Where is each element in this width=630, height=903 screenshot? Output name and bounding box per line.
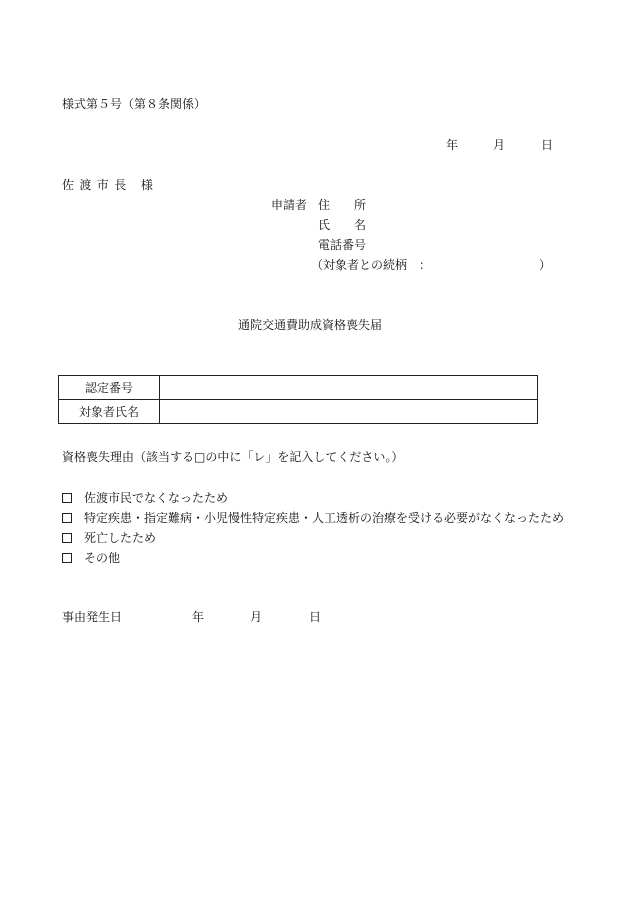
- reason-option: [62, 528, 564, 548]
- reason-option-label: 特定疾患・指定難病・小児慢性特定疾患・人工透析の治療を受ける必要がなくなったため: [84, 511, 565, 525]
- form-number: 様式第５号（第８条関係）: [62, 97, 207, 111]
- subject-name-label: 対象者氏名: [59, 400, 160, 424]
- reason-heading: 資格喪失理由（該当する□の中に「レ」を記入してください。）: [62, 450, 404, 464]
- reason-option-label: 死亡したため: [84, 531, 157, 545]
- table-row: [59, 376, 538, 400]
- relation-field: [311, 258, 552, 272]
- reason-option: [62, 488, 564, 508]
- certification-number-field[interactable]: [160, 376, 538, 400]
- certification-number-label: 認定番号: [59, 376, 160, 400]
- phone-field-label: 電話番号: [318, 238, 367, 252]
- reason-option: [62, 548, 564, 568]
- applicant-label: 申請者: [271, 198, 308, 212]
- event-year-label: 年: [192, 610, 205, 624]
- table-row: [59, 400, 538, 424]
- event-day-label: 日: [309, 610, 322, 624]
- relation-field-close: ）: [539, 258, 552, 272]
- event-month-label: 月: [250, 610, 263, 624]
- date-month-label: 月: [493, 138, 506, 152]
- reason-list: [62, 488, 564, 568]
- checkbox[interactable]: [62, 493, 72, 503]
- date-year-label: 年: [446, 138, 459, 152]
- reason-option: [62, 508, 564, 528]
- event-date-label: 事由発生日: [62, 610, 123, 624]
- relation-field-label: （対象者との続柄 ：: [311, 258, 432, 272]
- reason-option-label: 佐渡市民でなくなったため: [84, 491, 229, 505]
- form-title: 通院交通費助成資格喪失届: [238, 318, 383, 332]
- addressee: 佐渡市長 様: [62, 178, 159, 192]
- info-table: [58, 375, 538, 424]
- date-day-label: 日: [541, 138, 554, 152]
- checkbox[interactable]: [62, 513, 72, 523]
- checkbox[interactable]: [62, 533, 72, 543]
- reason-option-label: その他: [84, 551, 121, 565]
- checkbox[interactable]: [62, 553, 72, 563]
- subject-name-field[interactable]: [160, 400, 538, 424]
- address-field-label: 住 所: [318, 198, 367, 212]
- name-field-label: 氏 名: [318, 218, 367, 232]
